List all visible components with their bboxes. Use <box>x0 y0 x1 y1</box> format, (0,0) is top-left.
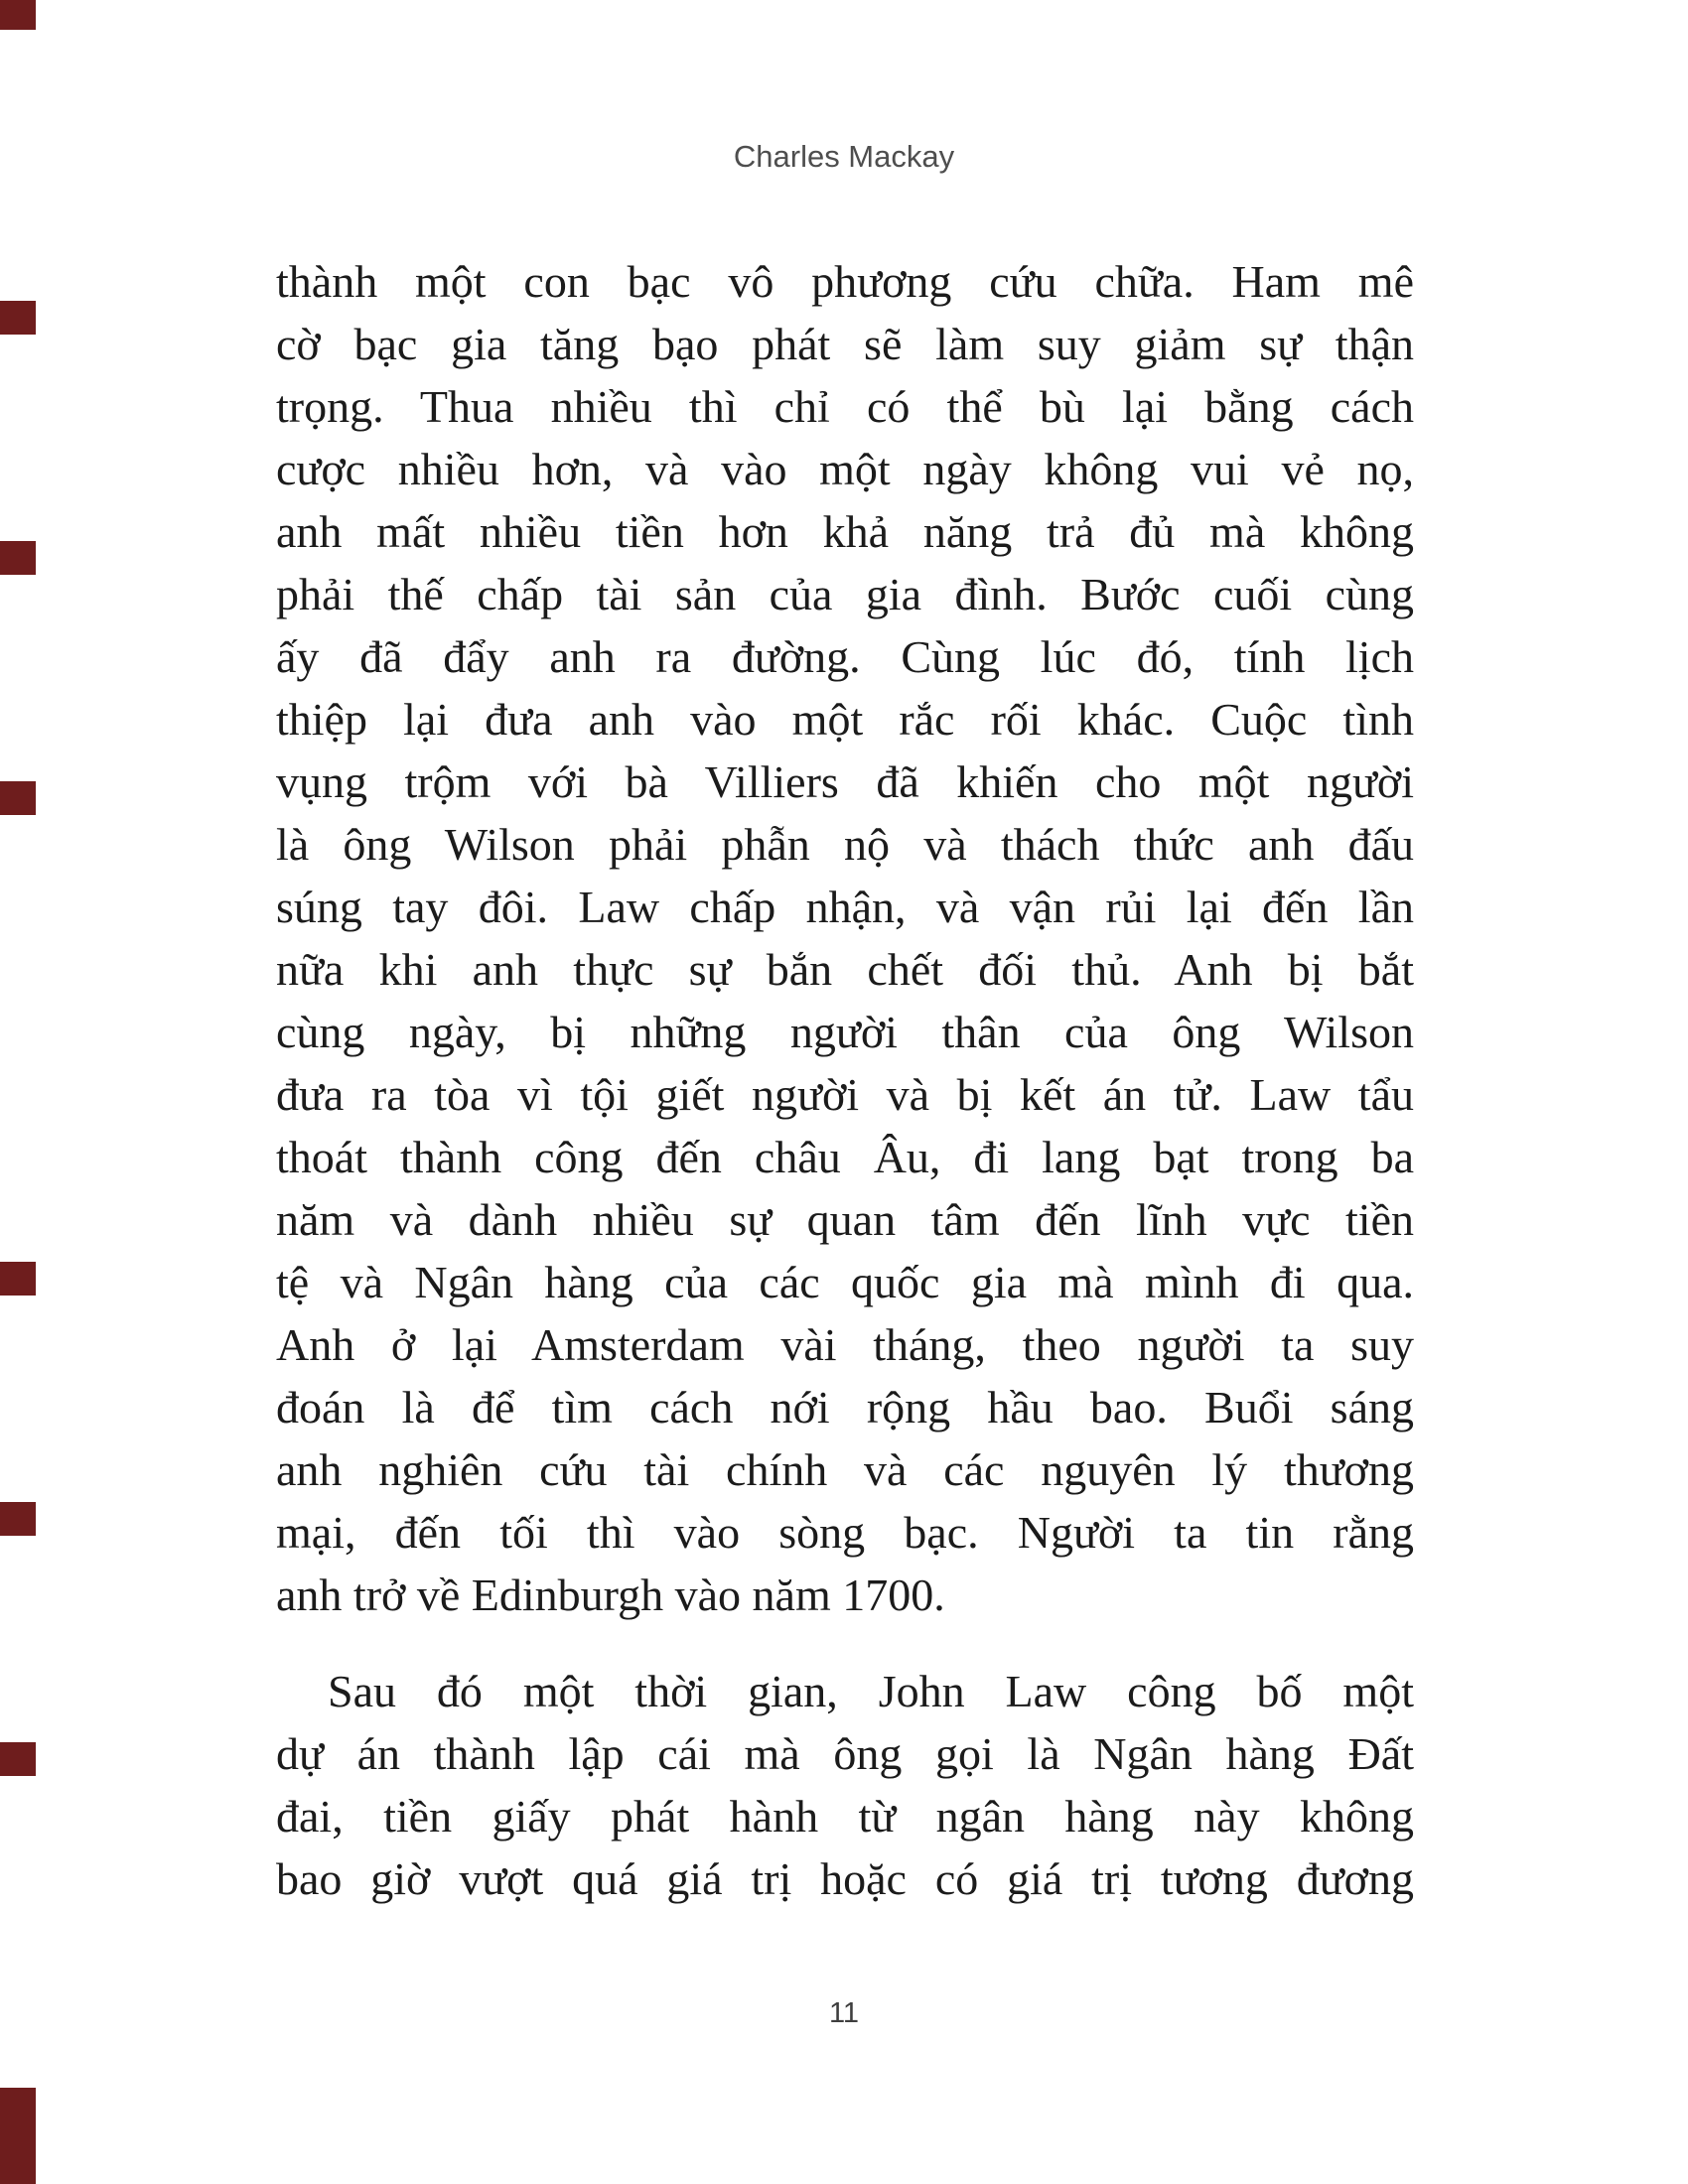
text-line: đai, tiền giấy phát hành từ ngân hàng này không <box>276 1791 1414 1842</box>
text-line: anh mất nhiều tiền hơn khả năng trả đủ mà không <box>276 506 1414 557</box>
text-line: Anh ở lại Amsterdam vài tháng, theo người ta suy <box>276 1319 1414 1370</box>
page-edge-mark <box>0 1262 36 1296</box>
text-line: mại, đến tối thì vào sòng bạc. Người ta tin rằng <box>276 1507 1414 1558</box>
text-line: tệ và Ngân hàng của các quốc gia mà mình đi qua. <box>276 1257 1414 1307</box>
text-line: vụng trộm với bà Villiers đã khiến cho một người <box>276 756 1414 807</box>
paragraph <box>276 1660 1414 1910</box>
text-line: bao giờ vượt quá giá trị hoặc có giá trị tương đương <box>276 1853 1414 1904</box>
page-edge-mark <box>0 541 36 575</box>
text-line: cùng ngày, bị những người thân của ông Wilson <box>276 1007 1414 1057</box>
text-line: dự án thành lập cái mà ông gọi là Ngân hàng Đất <box>276 1728 1414 1779</box>
text-line: đưa ra tòa vì tội giết người và bị kết án tử. Law tẩu <box>276 1069 1414 1120</box>
text-line: là ông Wilson phải phẫn nộ và thách thức anh đấu <box>276 819 1414 870</box>
paragraph <box>276 250 1414 1626</box>
page-edge-mark <box>0 2088 36 2184</box>
page-edge-mark <box>0 301 36 335</box>
running-header: Charles Mackay <box>733 139 955 174</box>
text-line: thoát thành công đến châu Âu, đi lang bạt trong ba <box>276 1132 1414 1182</box>
text-line: cờ bạc gia tăng bạo phát sẽ làm suy giảm sự thận <box>276 319 1414 369</box>
page-edge-mark <box>0 1502 36 1536</box>
text-line: nữa khi anh thực sự bắn chết đối thủ. Anh bị bắt <box>276 944 1414 995</box>
body-text <box>276 250 1414 1910</box>
text-line: thiệp lại đưa anh vào một rắc rối khác. Cuộc tình <box>276 694 1414 745</box>
text-line: cược nhiều hơn, và vào một ngày không vui vẻ nọ, <box>276 444 1414 494</box>
page-edge-mark <box>0 781 36 815</box>
text-line: năm và dành nhiều sự quan tâm đến lĩnh vực tiền <box>276 1194 1414 1245</box>
page-edge-mark <box>0 0 36 30</box>
text-line: đoán là để tìm cách nới rộng hầu bao. Buổi sáng <box>276 1382 1414 1433</box>
text-line: thành một con bạc vô phương cứu chữa. Ham mê <box>276 256 1414 307</box>
text-line: anh nghiên cứu tài chính và các nguyên lý thương <box>276 1444 1414 1495</box>
text-line: anh trở về Edinburgh vào năm 1700. <box>276 1570 945 1620</box>
text-line: Sau đó một thời gian, John Law công bố một <box>328 1666 1414 1716</box>
text-line: ấy đã đẩy anh ra đường. Cùng lúc đó, tính lịch <box>276 631 1414 682</box>
text-line: súng tay đôi. Law chấp nhận, và vận rủi lại đến lần <box>276 882 1414 932</box>
text-line: phải thế chấp tài sản của gia đình. Bước cuối cùng <box>276 569 1414 619</box>
page-number: 11 <box>828 1997 860 2029</box>
text-line: trọng. Thua nhiều thì chỉ có thể bù lại bằng cách <box>276 381 1414 432</box>
page-edge-mark <box>0 1742 36 1776</box>
